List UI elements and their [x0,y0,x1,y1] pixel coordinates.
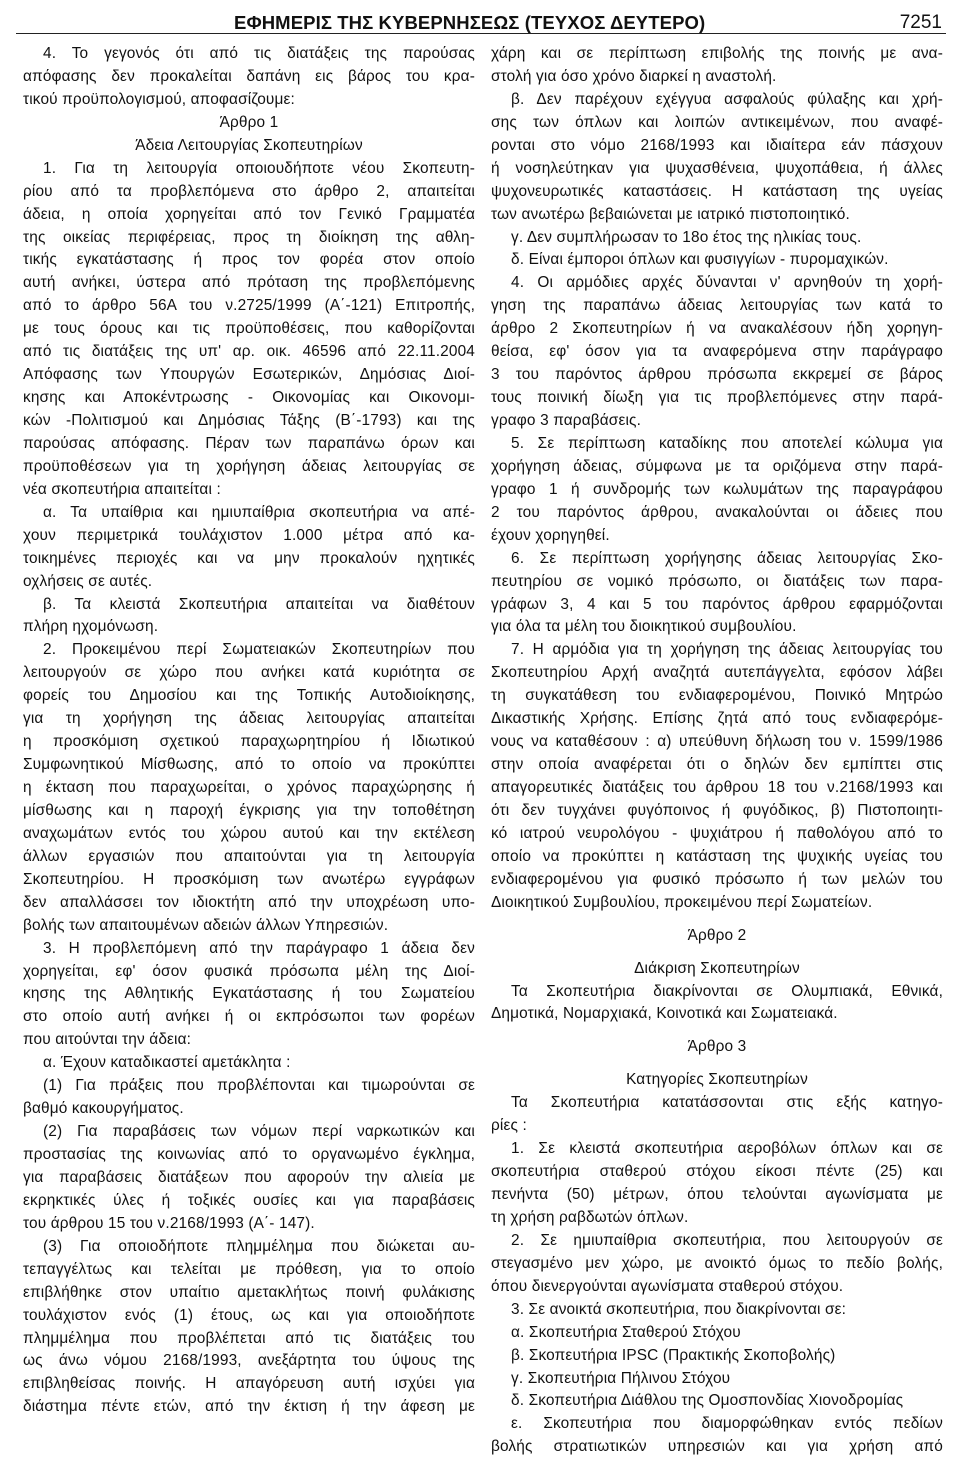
text-line: ψυχονευρωτικές καταστάσεις. Η κατάσταση της υγείας [491,182,943,200]
section-heading: Άρθρο 3 [687,1038,747,1056]
text-line: ως άνω νόμου 2168/1993, ανεξάρτητα του ύψους της [23,1352,475,1370]
text-line: Δικαστικής Χρήσης. Επίσης ζητά από τους ενδιαφερόμε- [491,710,943,728]
text-line: τεπαγγέλτως και τελείται με πρόθεση, για το οποίο [23,1260,475,1278]
section-heading: Διάκριση Σκοπευτηρίων [634,959,800,977]
text-line: δ. Σκοπευτήρια Διάθλου της Ομοσπονδίας Χιονοδρομίας [511,1392,904,1410]
text-line: νέα σκοπευτήρια απαιτείται : [23,480,221,498]
header-rule [16,33,946,34]
text-line: αναχωμάτων εντός του χώρου αυτού και την εκτέλεση [23,824,475,842]
text-line: γ. Δεν συμπλήρωσαν το 18ο έτος της ηλικίας τους. [511,228,862,246]
text-line: τη συγκατάθεση του ενδιαφερομένου, Ποινικό Μητρώο [491,687,943,705]
text-line: κησης της Αθλητικής Εγκατάστασης ή του Σωματείου [23,985,475,1003]
text-line: 3. Η προβλεπόμενη από την παράγραφο 1 άδεια δεν [43,939,475,957]
text-line: 2. Σε ημιυπαίθρια σκοπευτήρια, που λειτουργούν σε [511,1231,943,1249]
right-column [491,43,943,1459]
text-line: απόφασης δεν προκαλείται δαπάνη εις βάρος του κρα- [23,67,475,85]
text-line: οποίο να προκύπτει η κατάσταση της ψυχικής υγείας του [491,847,943,865]
text-line: από τις διατάξεις της υπ' αρ. οικ. 46596 από 22.11.2004 [23,343,475,361]
text-line: 4. Οι αρμόδιες αρχές δύνανται ν' αρνηθούν τη χορή- [511,274,943,292]
text-line: προστασίας της κοινωνίας από το οργανωμένο έγκλημα, [23,1146,475,1163]
text-line: χάρη και σε περίπτωση επιβολής της ποινής με ανα- [491,45,943,62]
text-line: τη χρήση ραβδωτών όπλων. [491,1208,689,1226]
text-line: για παραβάσεις διατάξεων που αφορούν την αλιεία με [23,1168,475,1186]
text-line: ρονται στο νόμο 2168/1993 και ιδιαίτερα εάν πάσχουν [491,136,943,154]
text-line: μίσθωσης και η παροχή έγκρισης για την τοποθέτηση [23,801,475,819]
text-line: χορηγείται, εφ' όσον φυσικά πρόσωπα μέλη της Διοί- [23,962,475,980]
text-line: σκοπευτήρια σταθερού στόχου είκοσι πέντε (25) και [491,1163,943,1181]
text-line: γηση της παραπάνω άδειας λειτουργίας των κατά το [491,297,943,315]
text-line: τοικημένες περιοχές και να μην προκαλούν ηχητικές [23,549,475,567]
text-line: λειτουργούν σε χώρο που ανήκει κατά κυριότητα σε [23,664,475,682]
text-line: 5. Σε περίπτωση καταδίκης που αποτελεί κώλυμα για [511,434,943,452]
text-line: 1. Για τη λειτουργία οποιουδήποτε νέου Σκοπευτη- [43,159,475,177]
text-line: χουν περιμετρικά τουλάχιστον 1.000 μέτρα από κα- [23,526,475,544]
text-line: βαθμό κακουργήματος. [23,1100,184,1118]
text-line: 1. Σε κλειστά σκοπευτήρια αεροβόλων όπλων και σε [511,1140,943,1158]
text-line: φορείς του Δημοσίου και της Τοπικής Αυτοδιοίκησης, [23,687,475,705]
left-column [23,43,475,1419]
text-line: ενδιαφερομένου για φυσικό πρόσωπο ή των μελών του [491,870,943,888]
text-line: (3) Για οποιοδήποτε πλημμέλημα που διώκεται αυ- [43,1237,475,1255]
text-line: Σκοπευτηρίου. Η προσκόμιση των ανωτέρω εγγράφων [23,870,475,888]
text-line: εκρηκτικές ύλες ή τοξικές ουσίες και για παραβάσεις [23,1191,475,1209]
line-gap [491,1026,943,1036]
text-line: κό ιατρού νευρολόγου - ψυχιάτρου ή παθολόγου από το [491,824,943,842]
text-line: γ. Σκοπευτήρια Πήλινου Στόχου [511,1369,731,1387]
text-line: δ. Είναι έμποροι όπλων και φυσιγγίων - πυρομαχικών. [511,251,889,269]
text-line: ρίες : [491,1117,527,1135]
text-line: στολή για όσο χρόνο διαρκεί η αναστολή. [491,67,777,85]
text-line: α. Έχουν καταδικαστεί αμετάκλητα : [43,1054,291,1072]
text-line: για όλα τα μέλη του διοικητικού συμβουλίου. [491,618,797,636]
text-line: γράφων 3, 4 και 5 του παρόντος άρθρου εφαρμόζονται [491,595,943,613]
text-line: άλλων εργασιών που απαιτούνται για τη λειτουργία [23,847,475,865]
text-line: γραφο 3 παραβάσεις. [491,412,642,429]
text-line: επιβλήθηκε στον υπαίτιο αμετακλήτως ποινή φυλάκισης [23,1283,475,1301]
text-line: για τη χορήγηση της άδειας λειτουργίας απαιτείται [23,710,475,728]
text-line: χορήγηση άδειας, σύμφωνα με τα οριζόμενα στην παρά- [491,457,943,475]
text-line: στην οποία αναφέρεται ότι ο δηλών δεν εμπίπτει στις [491,756,943,774]
text-line: 4. Το γεγονός ότι από τις διατάξεις της παρούσας [43,45,475,62]
text-line: άδεια, η οποία χορηγείται από τον Γενικό Γραμματέα [23,205,475,223]
text-line: βολής των απαιτουμένων αδειών άλλων Υπηρεσιών. [23,916,389,934]
text-line: Διοικητικού Συμβουλίου, προκειμένου περί Σωματείων. [491,893,873,911]
text-line: Δημοτικά, Νομαρχιακά, Κοινοτικά και Σωματειακά. [491,1005,838,1023]
text-line: η έκταση που παραχωρείται, ο χρόνος παραχώρησης ή [23,779,475,796]
text-line: 7. Η αρμόδια για τη χορήγηση της άδειας λειτουργίας του [511,641,943,659]
text-line: τικής εγκατάστασης ή προς τον φορέα στον οποίο [23,251,475,269]
text-line: με τους όρους και τις προϋποθέσεις, που καθορίζονται [23,320,475,338]
text-line: δεν απαλλάσσει τον ιδιοκτήτη από την υποχρέωση υπο- [23,893,475,911]
text-line: βολής στρατιωτικών υπηρεσιών και για χρήση από [491,1438,943,1456]
text-line: ε. Σκοπευτήρια που διαμορφώθηκαν εντός πεδίων [511,1415,943,1433]
text-line: αυτή ανήκει, ύστερα από πρόταση της προβλεπόμενης [23,274,475,292]
text-line: νους να καταθέσουν : α) υπεύθυνη δήλωση του ν. 1599/1986 [491,733,943,751]
text-line: β. Τα κλειστά Σκοπευτήρια απαιτείται να διαθέτουν [43,595,475,613]
text-line: επιβληθείσας ποινής. Η απαγόρευση αυτή ισχύει για [23,1375,475,1393]
text-line: 3. Σε ανοικτά σκοπευτήρια, που διακρίνονται σε: [511,1300,847,1318]
text-line: γραφο 1 ή συνδρομής των κωλυμάτων της παραγράφου [491,480,943,498]
text-line: πευτηρίου σε νομικό πρόσωπο, οι διατάξεις των παρα- [491,572,943,590]
section-heading: Άδεια Λειτουργίας Σκοπευτηρίων [135,136,363,154]
text-line: Συμφωνητικού Μίσθωσης, από το οποίο να προκύπτει [23,756,475,774]
text-line: πενήντα (50) μέτρων, όπου τελούνται αγωνίσματα με [491,1186,943,1203]
text-line: άρθρο 2 Σκοπευτηρίων ή να ανακαλέσουν ήδη χορηγη- [491,320,943,338]
text-line: η προσκόμιση σχετικού παραχωρητηρίου ή Ιδιωτικού [23,733,475,751]
text-line: (2) Για παραβάσεις των νόμων περί ναρκωτικών και [43,1123,475,1141]
text-line: 3 του παρόντος άρθρου πρόσωπα εκκρεμεί σε βάρος [491,366,943,384]
text-line: απαγορευτικές διατάξεις του άρθρου 18 του ν.2168/1993 και [491,779,943,796]
text-line: Τα Σκοπευτήρια κατατάσσονται στις εξής κατηγο- [511,1094,943,1112]
line-gap [491,915,943,925]
text-line: στο οποίο αυτή ανήκει ή οι εκπρόσωποι των φορέων [23,1008,475,1026]
line-gap [491,948,943,958]
section-heading: Άρθρο 2 [687,926,747,944]
text-line: σης των όπλων και λοιπών αντικειμένων, που αναφέ- [491,113,943,131]
text-line: από το άρθρο 56Α του ν.2725/1999 (Α΄-121) Επιτροπής, [23,297,475,315]
text-line: β. Δεν παρέχουν εχέγγυα ασφαλούς φύλαξης και χρή- [511,90,943,108]
text-line: α. Τα υπαίθρια και ημιυπαίθρια σκοπευτήρια να απέ- [43,503,475,521]
text-line: τουλάχιστον ενός (1) έτους, ως και για οποιοδήποτε [23,1306,475,1324]
text-line: κών -Πολιτισμού και Δημόσιας Τάξης (Β΄-1793) και της [23,412,475,429]
text-line: κησης και Αποκέντρωσης - Οικονομίας και Οικονομι- [23,389,475,407]
text-line: ή νοσηλεύτηκαν για ψυχασθένεια, ψυχοπάθεια, ή άλλες [491,159,943,177]
section-heading: Κατηγορίες Σκοπευτηρίων [626,1071,808,1089]
text-line: πλημμέλημα που προβλέπεται από τις διατάξεις του [23,1329,475,1347]
text-line: 2 του παρόντος άρθρου, ανακαλούνται οι άδειες που [491,503,943,521]
line-gap [491,1059,943,1069]
text-line: οχλήσεις σε αυτές. [23,572,153,590]
text-line: παρούσας απόφασης. Πέραν των παραπάνω όρων και [23,434,475,452]
text-line: στεγασμένο μεν χώρο, με ανοικτό όμως το πεδίο βολής, [491,1254,943,1272]
text-line: 2. Προκειμένου περί Σωματειακών Σκοπευτηρίων που [43,641,475,659]
text-line: (1) Για πράξεις που προβλέπονται και τιμωρούνται σε [43,1077,475,1095]
text-line: θείσα, εφ' όσον για τα αναφερόμενα στην παράγραφο [491,343,943,361]
text-line: ρίου από τα προβλεπόμενα στο άρθρο 2, απαιτείται [23,182,475,200]
text-line: β. Σκοπευτήρια IPSC (Πρακτικής Σκοποβολής) [511,1346,836,1364]
text-line: που αιτούνται την άδεια: [23,1031,192,1049]
text-line: έχουν χορηγηθεί. [491,526,610,544]
text-line: διάστημα πέντε ετών, από την έκτιση ή την άφεση με [23,1398,475,1416]
text-line: Σκοπευτηρίου Αρχή αναζητά αυτεπάγγελτα, εφόσον λάβει [491,664,943,682]
text-line: πλήρη ηχομόνωση. [23,618,159,636]
text-line: τικού προϋπολογισμού, αποφασίζουμε: [23,90,295,108]
text-line: ότι δεν τυγχάνει φυγόποινος ή φυγόδικος, β) Πιστοποιητι- [491,801,943,819]
journal-title: ΕΦΗΜΕΡΙΣ ΤΗΣ ΚΥΒΕΡΝΗΣΕΩΣ (ΤΕΥΧΟΣ ΔΕΥΤΕΡΟ) [234,12,706,33]
text-line: τους ποινική δίωξη για τις προβλεπόμενες στην παρά- [491,389,943,407]
text-line: προϋποθέσεων για τη χορήγηση άδειας λειτουργίας σε [23,457,475,475]
section-heading: Άρθρο 1 [219,113,279,131]
text-line: 6. Σε περίπτωση χορήγησης άδειας λειτουργίας Σκο- [511,549,943,567]
text-line: Απόφασης των Υπουργών Εσωτερικών, Δημόσιας Διοί- [23,366,475,384]
text-line: Τα Σκοπευτήρια διακρίνονται σε Ολυμπιακά, Εθνικά, [511,982,943,1000]
page-number: 7251 [899,12,942,33]
text-line: α. Σκοπευτήρια Σταθερού Στόχου [511,1323,741,1341]
text-line: του άρθρου 15 του ν.2168/1993 (Α΄- 147). [23,1214,315,1232]
text-line: της οικείας περιφέρειας, προς τη διοίκηση της αθλη- [23,228,475,246]
text-line: των ανωτέρω βεβαιώνεται με ιατρικό πιστοποιητικό. [491,205,850,223]
text-line: όπου διενεργούνται αγωνίσματα σταθερού στόχου. [491,1277,844,1295]
